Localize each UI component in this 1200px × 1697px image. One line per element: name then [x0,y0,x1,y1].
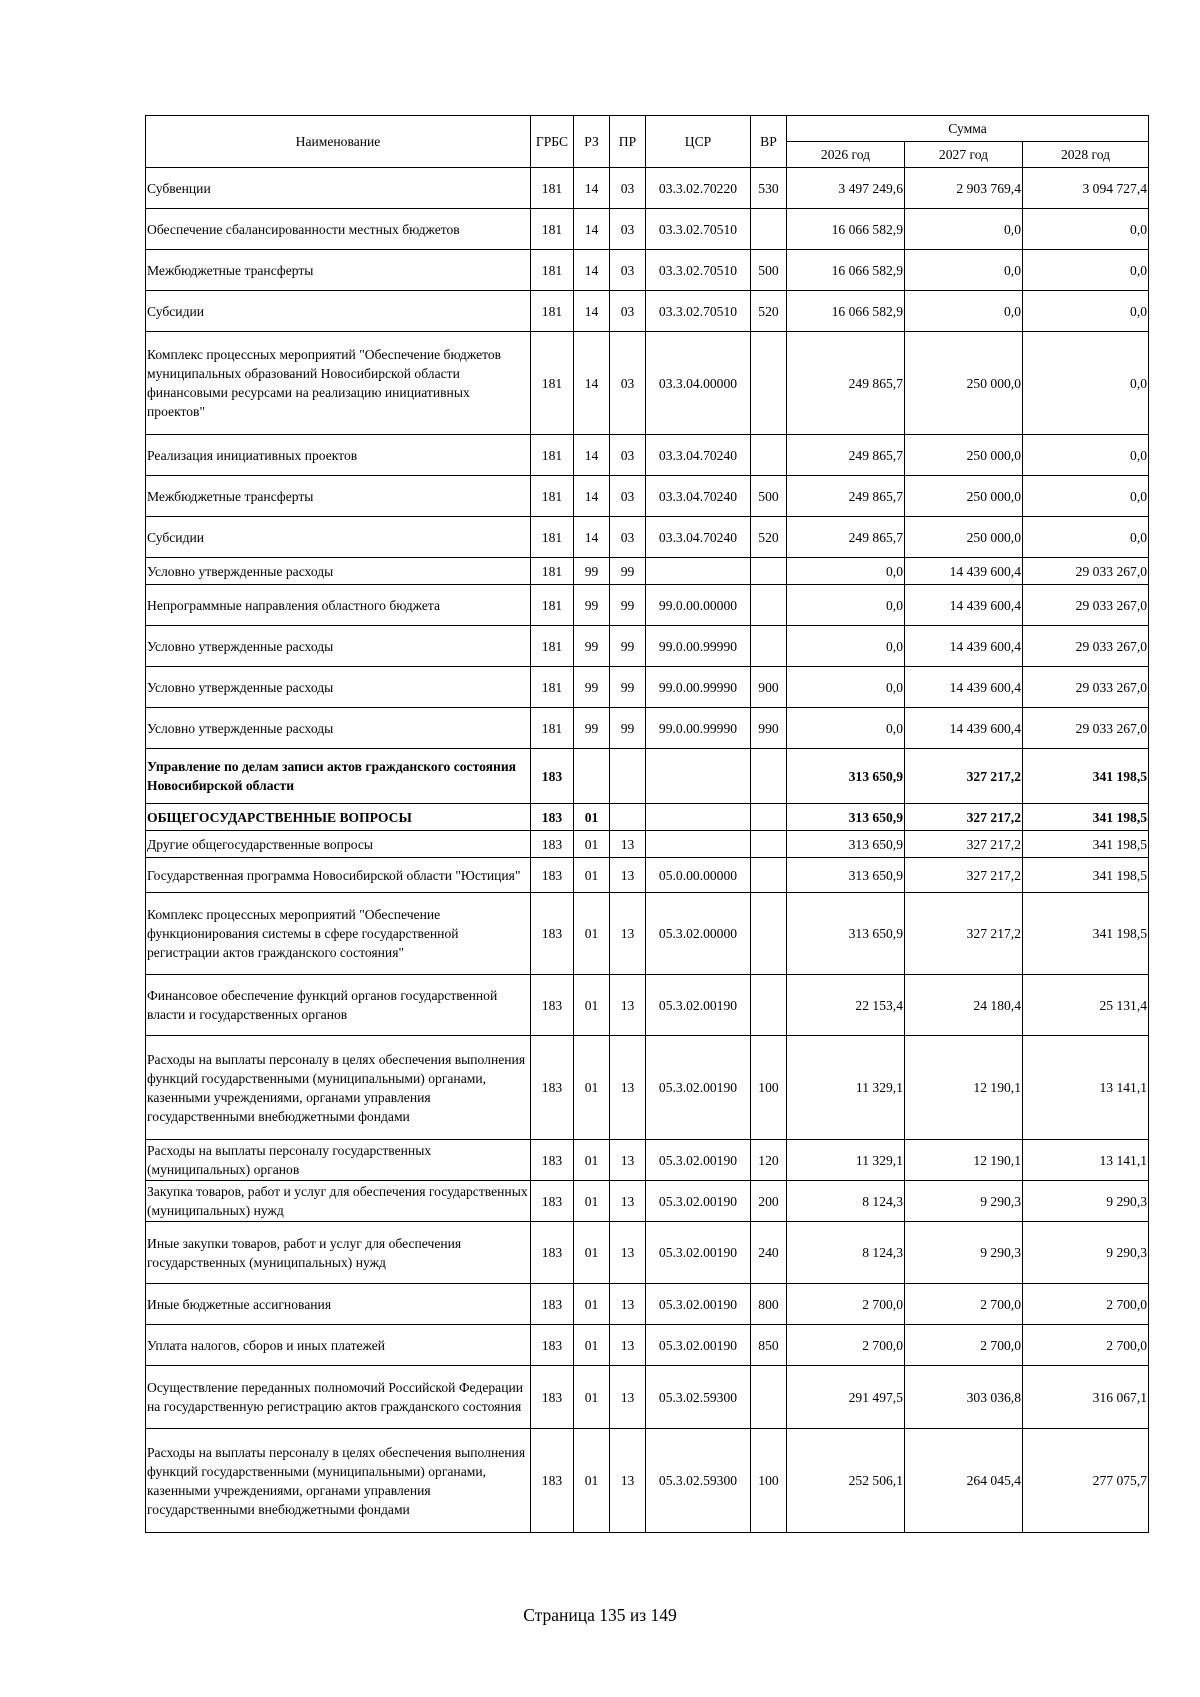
cell-vr [751,626,787,667]
cell-vr: 500 [751,250,787,291]
header-grbs: ГРБС [531,116,574,168]
table-row [146,975,1149,1036]
cell-pr: 13 [610,1222,646,1284]
table-row [146,831,1149,858]
cell-y2026: 0,0 [787,558,905,585]
cell-pr: 13 [610,975,646,1036]
cell-pr: 03 [610,168,646,209]
cell-csr: 05.3.02.00190 [646,1036,751,1140]
cell-y2028: 25 131,4 [1023,975,1149,1036]
cell-grbs: 181 [531,209,574,250]
cell-rz: 01 [574,1036,610,1140]
cell-name: Межбюджетные трансферты [146,250,531,291]
cell-rz: 99 [574,585,610,626]
cell-vr [751,435,787,476]
cell-csr: 99.0.00.99990 [646,708,751,749]
cell-csr: 03.3.04.00000 [646,332,751,435]
cell-vr [751,804,787,831]
cell-vr [751,975,787,1036]
cell-name: Реализация инициативных проектов [146,435,531,476]
cell-y2027: 327 217,2 [905,893,1023,975]
cell-csr [646,749,751,804]
cell-rz: 01 [574,1284,610,1325]
cell-vr [751,558,787,585]
cell-name: Иные бюджетные ассигнования [146,1284,531,1325]
cell-y2028: 0,0 [1023,209,1149,250]
table-row [146,558,1149,585]
cell-y2027: 0,0 [905,209,1023,250]
cell-y2026: 249 865,7 [787,435,905,476]
cell-y2026: 16 066 582,9 [787,291,905,332]
cell-rz: 01 [574,831,610,858]
cell-vr: 120 [751,1140,787,1181]
cell-y2027: 9 290,3 [905,1181,1023,1222]
header-name: Наименование [146,116,531,168]
cell-vr: 990 [751,708,787,749]
budget-table-container [145,115,1148,1533]
cell-y2026: 16 066 582,9 [787,250,905,291]
cell-rz: 01 [574,804,610,831]
cell-y2028: 0,0 [1023,476,1149,517]
table-row [146,1181,1149,1222]
cell-y2026: 0,0 [787,585,905,626]
cell-name: Межбюджетные трансферты [146,476,531,517]
cell-csr: 03.3.04.70240 [646,476,751,517]
table-row [146,749,1149,804]
cell-name: Условно утвержденные расходы [146,626,531,667]
cell-y2026: 249 865,7 [787,476,905,517]
cell-csr: 03.3.02.70510 [646,250,751,291]
cell-vr: 520 [751,517,787,558]
cell-y2027: 250 000,0 [905,332,1023,435]
page-number: Страница 135 из 149 [523,1605,677,1625]
cell-vr: 500 [751,476,787,517]
cell-y2028: 316 067,1 [1023,1366,1149,1429]
cell-vr [751,749,787,804]
cell-y2027: 2 700,0 [905,1284,1023,1325]
cell-y2026: 11 329,1 [787,1036,905,1140]
cell-pr: 13 [610,1140,646,1181]
table-row [146,332,1149,435]
cell-name: Иные закупки товаров, работ и услуг для обеспечения государственных (муниципальных) нужд [146,1222,531,1284]
cell-y2027: 327 217,2 [905,749,1023,804]
cell-pr [610,804,646,831]
cell-y2028: 29 033 267,0 [1023,626,1149,667]
cell-name: Финансовое обеспечение функций органов государственной власти и государственных органов [146,975,531,1036]
cell-rz: 99 [574,558,610,585]
cell-grbs: 183 [531,858,574,893]
cell-name: Закупка товаров, работ и услуг для обеспечения государственных (муниципальных) нужд [146,1181,531,1222]
header-pr: ПР [610,116,646,168]
cell-pr: 13 [610,1284,646,1325]
cell-y2027: 327 217,2 [905,858,1023,893]
cell-name: Субсидии [146,291,531,332]
cell-y2027: 14 439 600,4 [905,558,1023,585]
cell-y2026: 249 865,7 [787,332,905,435]
cell-grbs: 183 [531,831,574,858]
cell-vr [751,332,787,435]
header-rz: РЗ [574,116,610,168]
cell-grbs: 183 [531,1181,574,1222]
cell-rz: 01 [574,858,610,893]
cell-pr: 13 [610,1366,646,1429]
cell-pr [610,749,646,804]
cell-y2027: 0,0 [905,250,1023,291]
cell-csr [646,558,751,585]
header-sum: Сумма [787,116,1149,142]
header-csr: ЦСР [646,116,751,168]
table-row [146,585,1149,626]
cell-vr [751,1366,787,1429]
cell-name: Государственная программа Новосибирской области "Юстиция" [146,858,531,893]
cell-name: Условно утвержденные расходы [146,667,531,708]
cell-pr: 03 [610,250,646,291]
cell-vr: 530 [751,168,787,209]
cell-pr: 03 [610,291,646,332]
cell-pr: 13 [610,893,646,975]
cell-vr: 520 [751,291,787,332]
cell-vr: 100 [751,1036,787,1140]
cell-vr [751,585,787,626]
cell-rz: 99 [574,667,610,708]
table-row [146,1429,1149,1533]
cell-rz: 14 [574,517,610,558]
cell-y2027: 9 290,3 [905,1222,1023,1284]
cell-y2027: 24 180,4 [905,975,1023,1036]
cell-y2026: 313 650,9 [787,831,905,858]
cell-name: Комплекс процессных мероприятий "Обеспечение бюджетов муниципальных образований Новосибирской области финансовыми ресурсами на реализацию инициативных проектов" [146,332,531,435]
cell-y2028: 3 094 727,4 [1023,168,1149,209]
cell-y2027: 2 700,0 [905,1325,1023,1366]
cell-grbs: 181 [531,517,574,558]
cell-y2026: 11 329,1 [787,1140,905,1181]
cell-grbs: 181 [531,558,574,585]
cell-y2026: 313 650,9 [787,749,905,804]
cell-csr: 03.3.04.70240 [646,435,751,476]
cell-y2026: 291 497,5 [787,1366,905,1429]
cell-y2027: 0,0 [905,291,1023,332]
header-2028: 2028 год [1023,142,1149,168]
cell-y2026: 22 153,4 [787,975,905,1036]
cell-y2028: 29 033 267,0 [1023,585,1149,626]
cell-y2028: 9 290,3 [1023,1222,1149,1284]
cell-y2026: 0,0 [787,626,905,667]
table-row [146,626,1149,667]
cell-y2026: 3 497 249,6 [787,168,905,209]
cell-name: Субсидии [146,517,531,558]
cell-rz: 99 [574,626,610,667]
cell-y2026: 0,0 [787,708,905,749]
cell-grbs: 181 [531,476,574,517]
cell-vr [751,858,787,893]
cell-pr: 03 [610,476,646,517]
cell-pr: 13 [610,831,646,858]
cell-vr: 100 [751,1429,787,1533]
cell-name: Другие общегосударственные вопросы [146,831,531,858]
header-2026: 2026 год [787,142,905,168]
cell-csr: 05.3.02.59300 [646,1429,751,1533]
cell-pr: 03 [610,517,646,558]
cell-grbs: 181 [531,168,574,209]
cell-y2028: 277 075,7 [1023,1429,1149,1533]
cell-csr: 03.3.02.70510 [646,209,751,250]
header-2027: 2027 год [905,142,1023,168]
cell-y2027: 2 903 769,4 [905,168,1023,209]
cell-y2028: 13 141,1 [1023,1140,1149,1181]
cell-pr: 13 [610,1325,646,1366]
cell-csr [646,831,751,858]
cell-pr: 99 [610,558,646,585]
cell-csr: 05.3.02.00190 [646,1222,751,1284]
cell-rz: 01 [574,975,610,1036]
cell-pr: 99 [610,626,646,667]
table-row [146,435,1149,476]
cell-csr [646,804,751,831]
cell-y2027: 14 439 600,4 [905,626,1023,667]
cell-grbs: 183 [531,975,574,1036]
table-row [146,893,1149,975]
cell-csr: 05.3.02.00190 [646,1181,751,1222]
cell-y2026: 8 124,3 [787,1222,905,1284]
cell-y2026: 16 066 582,9 [787,209,905,250]
cell-grbs: 181 [531,626,574,667]
cell-rz: 14 [574,168,610,209]
cell-csr: 05.3.02.00190 [646,1325,751,1366]
cell-rz: 01 [574,1366,610,1429]
cell-pr: 99 [610,708,646,749]
table-row [146,1222,1149,1284]
cell-pr: 03 [610,209,646,250]
cell-rz: 01 [574,1140,610,1181]
cell-vr: 900 [751,667,787,708]
cell-vr: 200 [751,1181,787,1222]
table-body [146,168,1149,1533]
cell-y2027: 14 439 600,4 [905,585,1023,626]
cell-name: Субвенции [146,168,531,209]
cell-y2028: 341 198,5 [1023,858,1149,893]
cell-grbs: 183 [531,1222,574,1284]
cell-grbs: 183 [531,804,574,831]
cell-y2028: 29 033 267,0 [1023,708,1149,749]
cell-y2026: 313 650,9 [787,893,905,975]
cell-y2028: 0,0 [1023,517,1149,558]
cell-grbs: 181 [531,250,574,291]
table-row [146,291,1149,332]
cell-name: Условно утвержденные расходы [146,558,531,585]
cell-pr: 03 [610,435,646,476]
cell-y2028: 341 198,5 [1023,831,1149,858]
table-row [146,1325,1149,1366]
table-row [146,1140,1149,1181]
cell-grbs: 183 [531,1325,574,1366]
cell-y2027: 264 045,4 [905,1429,1023,1533]
cell-rz: 14 [574,435,610,476]
cell-y2028: 0,0 [1023,435,1149,476]
cell-pr: 13 [610,1429,646,1533]
cell-y2026: 313 650,9 [787,804,905,831]
cell-csr: 99.0.00.99990 [646,667,751,708]
cell-vr: 240 [751,1222,787,1284]
cell-csr: 05.0.00.00000 [646,858,751,893]
cell-csr: 05.3.02.00190 [646,1140,751,1181]
cell-name: Расходы на выплаты персоналу в целях обеспечения выполнения функций государственными (муниципальными) органами, казенными учреждениями, органами управления государственными внебюджетными фондами [146,1429,531,1533]
cell-grbs: 181 [531,708,574,749]
table-row [146,476,1149,517]
cell-y2028: 2 700,0 [1023,1284,1149,1325]
cell-vr: 800 [751,1284,787,1325]
cell-rz: 14 [574,250,610,291]
cell-name: Обеспечение сбалансированности местных бюджетов [146,209,531,250]
table-row [146,667,1149,708]
table-row [146,858,1149,893]
cell-name: Непрограммные направления областного бюджета [146,585,531,626]
cell-y2027: 250 000,0 [905,517,1023,558]
cell-pr: 13 [610,1181,646,1222]
cell-grbs: 183 [531,1036,574,1140]
header-vr: ВР [751,116,787,168]
table-row [146,209,1149,250]
cell-y2027: 303 036,8 [905,1366,1023,1429]
cell-name: Расходы на выплаты персоналу государственных (муниципальных) органов [146,1140,531,1181]
cell-rz: 14 [574,332,610,435]
cell-name: Уплата налогов, сборов и иных платежей [146,1325,531,1366]
cell-grbs: 183 [531,1140,574,1181]
cell-y2028: 0,0 [1023,332,1149,435]
cell-csr: 03.3.04.70240 [646,517,751,558]
cell-grbs: 183 [531,1429,574,1533]
cell-pr: 13 [610,858,646,893]
table-row [146,1036,1149,1140]
table-row [146,804,1149,831]
cell-rz: 99 [574,708,610,749]
table-row [146,168,1149,209]
cell-y2027: 12 190,1 [905,1140,1023,1181]
cell-grbs: 183 [531,893,574,975]
cell-y2028: 341 198,5 [1023,893,1149,975]
cell-pr: 03 [610,332,646,435]
cell-y2027: 14 439 600,4 [905,708,1023,749]
table-row [146,517,1149,558]
cell-rz [574,749,610,804]
cell-y2027: 250 000,0 [905,435,1023,476]
cell-y2027: 327 217,2 [905,831,1023,858]
table-row [146,1366,1149,1429]
cell-vr [751,893,787,975]
cell-grbs: 183 [531,1284,574,1325]
cell-name: Осуществление переданных полномочий Российской Федерации на государственную регистрацию актов гражданского состояния [146,1366,531,1429]
cell-grbs: 181 [531,585,574,626]
cell-pr: 99 [610,585,646,626]
cell-y2028: 0,0 [1023,291,1149,332]
cell-csr: 05.3.02.00190 [646,975,751,1036]
cell-rz: 01 [574,1325,610,1366]
cell-vr [751,209,787,250]
cell-csr: 99.0.00.99990 [646,626,751,667]
cell-name: Управление по делам записи актов гражданского состояния Новосибирской области [146,749,531,804]
cell-y2028: 29 033 267,0 [1023,558,1149,585]
cell-name: Расходы на выплаты персоналу в целях обеспечения выполнения функций государственными (муниципальными) органами, казенными учреждениями, органами управления государственными внебюджетными фондами [146,1036,531,1140]
cell-rz: 01 [574,893,610,975]
cell-name: Комплекс процессных мероприятий "Обеспечение функционирования системы в сфере государственной регистрации актов гражданского состояния" [146,893,531,975]
cell-csr: 05.3.02.59300 [646,1366,751,1429]
cell-grbs: 181 [531,667,574,708]
cell-grbs: 183 [531,749,574,804]
cell-csr: 99.0.00.00000 [646,585,751,626]
cell-rz: 14 [574,291,610,332]
cell-y2026: 0,0 [787,667,905,708]
cell-y2026: 2 700,0 [787,1325,905,1366]
cell-name: Условно утвержденные расходы [146,708,531,749]
cell-rz: 01 [574,1222,610,1284]
cell-y2028: 341 198,5 [1023,804,1149,831]
cell-y2027: 327 217,2 [905,804,1023,831]
cell-grbs: 181 [531,332,574,435]
cell-y2028: 13 141,1 [1023,1036,1149,1140]
cell-y2027: 14 439 600,4 [905,667,1023,708]
cell-y2028: 9 290,3 [1023,1181,1149,1222]
cell-y2026: 313 650,9 [787,858,905,893]
cell-rz: 01 [574,1429,610,1533]
cell-y2026: 2 700,0 [787,1284,905,1325]
cell-rz: 14 [574,476,610,517]
cell-y2028: 341 198,5 [1023,749,1149,804]
cell-y2027: 250 000,0 [905,476,1023,517]
cell-y2028: 0,0 [1023,250,1149,291]
cell-vr: 850 [751,1325,787,1366]
cell-grbs: 181 [531,435,574,476]
table-row [146,708,1149,749]
cell-y2026: 8 124,3 [787,1181,905,1222]
cell-csr: 05.3.02.00190 [646,1284,751,1325]
cell-pr: 13 [610,1036,646,1140]
cell-y2026: 249 865,7 [787,517,905,558]
cell-pr: 99 [610,667,646,708]
budget-table [145,115,1149,1533]
cell-y2028: 29 033 267,0 [1023,667,1149,708]
cell-csr: 05.3.02.00000 [646,893,751,975]
cell-csr: 03.3.02.70510 [646,291,751,332]
cell-y2028: 2 700,0 [1023,1325,1149,1366]
cell-y2026: 252 506,1 [787,1429,905,1533]
table-row [146,1284,1149,1325]
cell-grbs: 181 [531,291,574,332]
table-row [146,250,1149,291]
cell-y2027: 12 190,1 [905,1036,1023,1140]
cell-name: ОБЩЕГОСУДАРСТВЕННЫЕ ВОПРОСЫ [146,804,531,831]
cell-rz: 01 [574,1181,610,1222]
cell-csr: 03.3.02.70220 [646,168,751,209]
cell-vr [751,831,787,858]
cell-grbs: 183 [531,1366,574,1429]
cell-rz: 14 [574,209,610,250]
